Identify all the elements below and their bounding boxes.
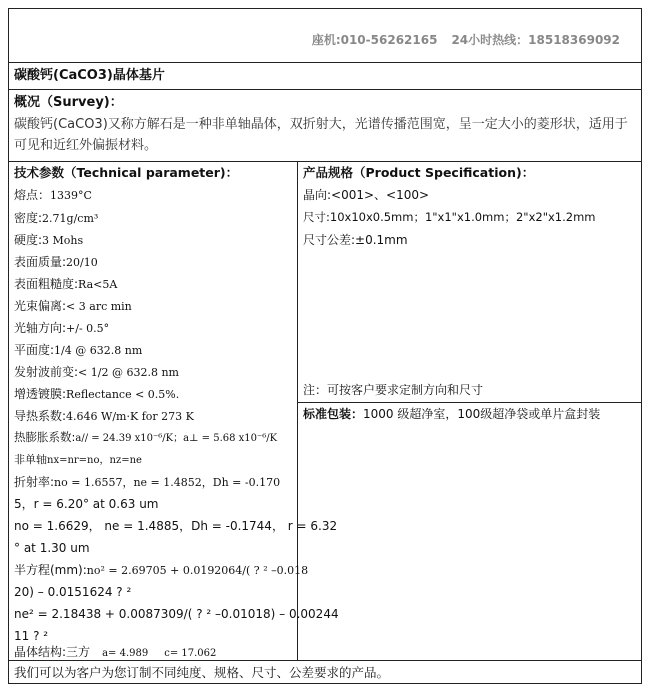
tech-row-flatness: 平面度:1/4 @ 632.8 nm [14,343,143,357]
hotline-number: 24小时热线：18518369092 [451,33,620,47]
tech-row-refractive-index: 折射率:no = 1.6557，ne = 1.4852，Dh = -0.170 [14,475,281,489]
tech-row-hardness: 硬度:3 Mohs [14,233,84,247]
tech-row-thermal-expansion: 热膨胀系数:a// = 24.39 x10⁻⁶/K；a⊥ = 5.68 x10⁻⁶/K [14,430,278,444]
tech-row-beam-deviation: 光束偏离:< 3 arc min [14,299,132,313]
tech-row-crystal-structure: 晶体结构:三方 a= 4.989 c= 17.062 [14,645,217,659]
tech-row-thermal-conductivity: 导热系数:4.646 W/m·K for 273 K [14,409,194,423]
refractive-line-4: ° at 1.30 um [14,541,90,555]
packaging-box [297,402,642,661]
product-datasheet [8,8,642,682]
survey-text: 碳酸钙(CaCO3)又称方解石是一种非单轴晶体，双折射大，光谱传播范围宽，呈一定大小的菱形状，适用于可见和近红外偏振材料。 [14,117,628,153]
sellmeier-line-4: 11 ? ² [14,629,49,643]
sellmeier-line-3: ne² = 2.18438 + 0.0087309/( ? ² –0.01018) – 0.00244 [14,607,339,621]
tech-row-sellmeier: 半方程(mm):no² = 2.69705 + 0.0192064/( ? ² –0.018 [14,563,309,577]
survey-heading: 概况（Survey)： [14,95,123,110]
spec-orientation: 晶向:<001>、<100> [303,188,430,202]
spec-size: 尺寸:10x10x0.5mm；1"x1"x1.0mm；2"x2"x1.2mm [303,210,596,224]
tech-row-surface-quality: 表面质量:20/10 [14,255,98,269]
spec-tolerance: 尺寸公差:±0.1mm [303,233,408,247]
tech-row-melting-point: 熔点：1339°C [14,188,92,202]
phone-number: 座机:010-56262165 [311,33,438,47]
packaging-info: 标准包装：1000 级超净室，100级超净袋或单片盒封装 [303,407,601,421]
tech-row-non-uniaxial: 非单轴nx=nr=no，nz=ne [14,453,142,466]
tech-row-ar-coating: 增透镀膜:Reflectance < 0.5%. [14,387,180,401]
technical-heading: 技术参数（Technical parameter)： [14,165,239,180]
specs-heading: 产品规格（Product Specification)： [303,165,535,180]
refractive-line-3: no = 1.6629， ne = 1.4885，Dh = -0.1744， r = 6.32 [14,519,338,533]
refractive-line-2: 5，r = 6.20° at 0.63 um [14,497,159,511]
spec-note: 注：可按客户要求定制方向和尺寸 [303,383,484,397]
customization-footer: 我们可以为客户为您订制不同纯度、规格、尺寸、公差要求的产品。 [14,665,390,680]
contact-info [298,34,620,46]
tech-row-density: 密度:2.71g/cm³ [14,211,99,225]
tech-row-wavefront: 发射波前变:< 1/2 @ 632.8 nm [14,365,179,379]
product-title: 碳酸钙(CaCO3)晶体基片 [14,68,165,83]
tech-row-optic-axis: 光轴方向:+/- 0.5° [14,321,110,335]
tech-row-surface-roughness: 表面粗糙度:Ra<5A [14,277,118,291]
sellmeier-line-2: 20) – 0.0151624 ? ² [14,585,132,599]
